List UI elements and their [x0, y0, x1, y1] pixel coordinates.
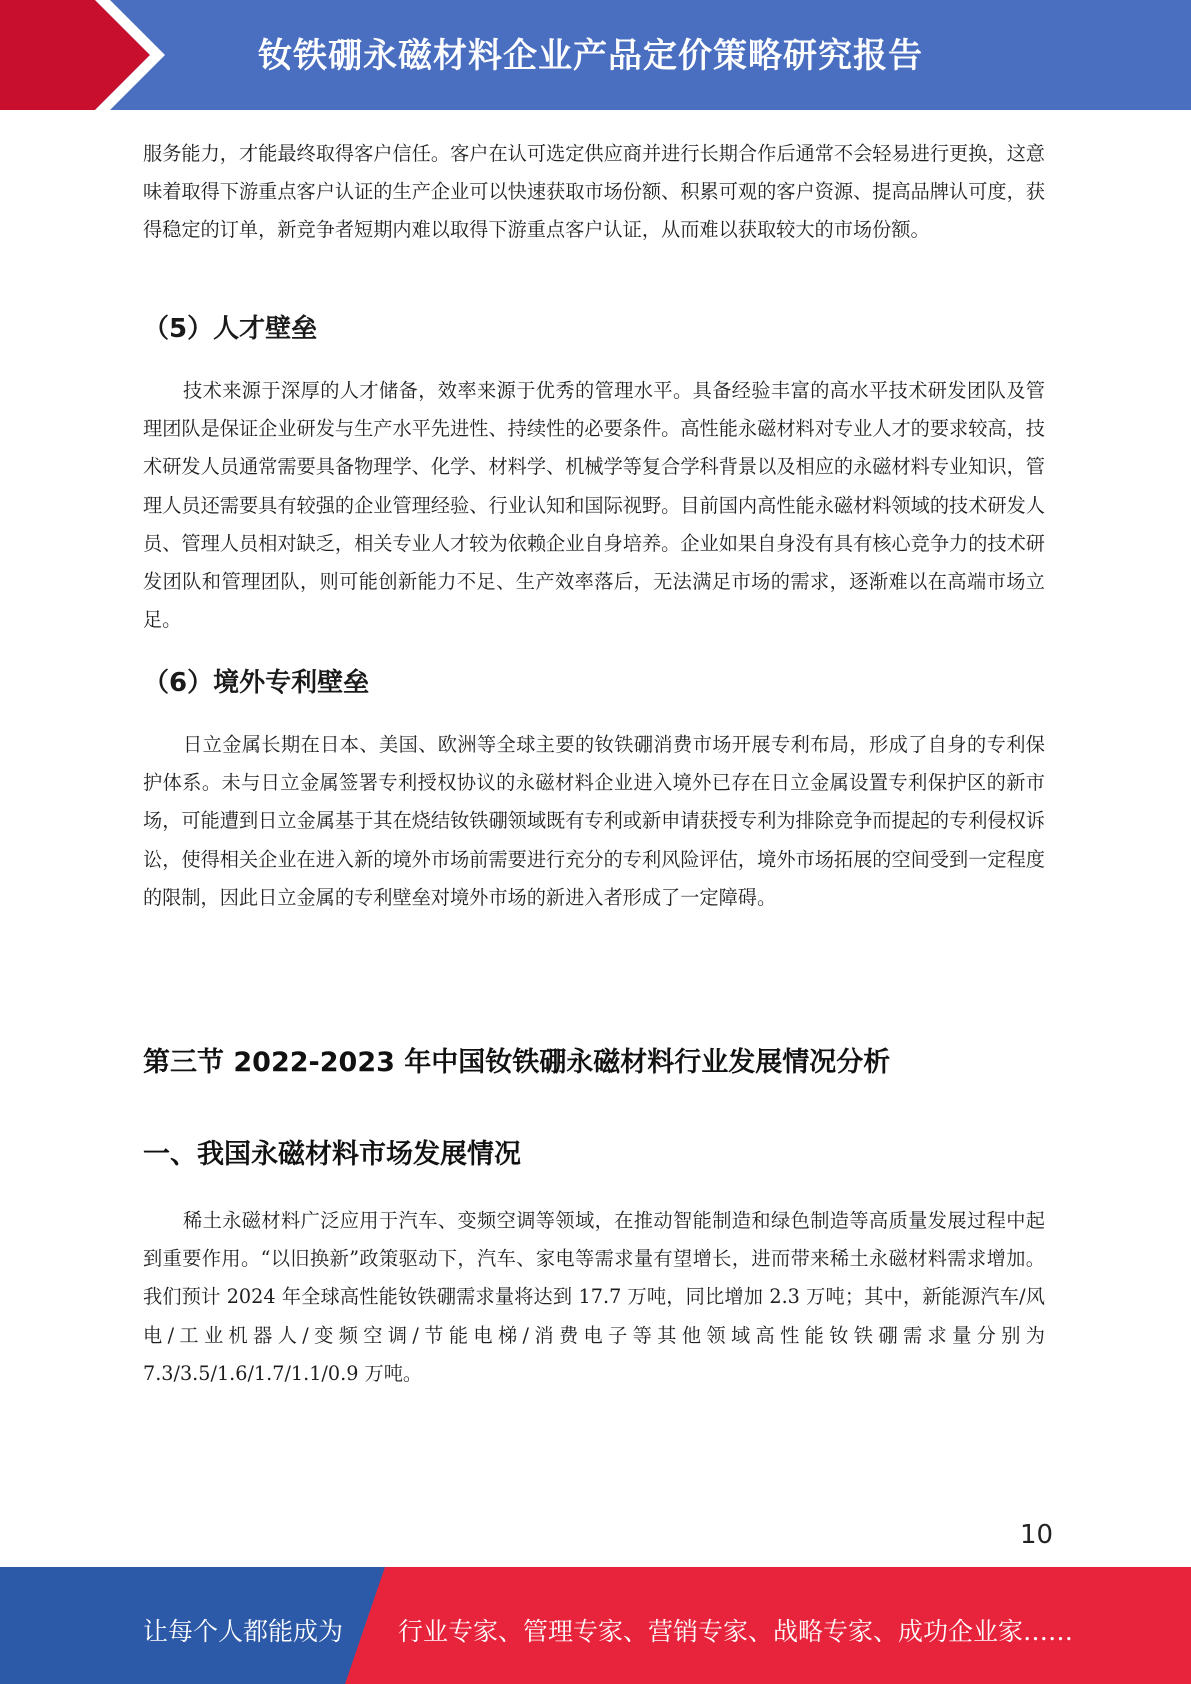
page-footer: [0, 1567, 1191, 1684]
heading-patent-barrier: （6）境外专利壁垒: [143, 668, 370, 698]
header-red-arrow: [0, 0, 150, 110]
paragraph-market-development: 稀土永磁材料广泛应用于汽车、变频空调等领域，在推动智能制造和绿色制造等高质量发展过程中起到重要作用。“以旧换新”政策驱动下，汽车、家电等需求量有望增长，进而带来稀土永磁材料需求增加。我们预计 2024 年全球高性能钕铁硼需求量将达到 17.7 万吨，同比增加 2.3 万吨；其中，新能源汽车/风电/工业机器人/变频空调/节能电梯/消费电子等其他领域高性能钕铁硼需求量分别为 7.3/3.5/1.6/1.7/1.1/0.9 万吨。: [143, 1209, 1045, 1385]
footer-slogan-left: 让每个人都能成为: [143, 1617, 344, 1646]
subsection-title: 一、我国永磁材料市场发展情况: [143, 1139, 521, 1170]
paragraph-customer-barrier: 服务能力，才能最终取得客户信任。客户在认可选定供应商并进行长期合作后通常不会轻易进行更换，这意味着取得下游重点客户认证的生产企业可以快速获取市场份额、积累可观的客户资源、提高品牌认可度，获得稳定的订单，新竞争者短期内难以取得下游重点客户认证，从而难以获取较大的市场份额。: [143, 142, 1045, 242]
page-header: [0, 0, 1191, 110]
page-number: 10: [1020, 1520, 1054, 1550]
section-title: 第三节 2022-2023 年中国钕铁硼永磁材料行业发展情况分析: [143, 1047, 891, 1078]
footer-slogan-right: 行业专家、管理专家、营销专家、战略专家、成功企业家……: [398, 1617, 1074, 1646]
paragraph-talent-barrier: 技术来源于深厚的人才储备，效率来源于优秀的管理水平。具备经验丰富的高水平技术研发团队及管理团队是保证企业研发与生产水平先进性、持续性的必要条件。高性能永磁材料对专业人才的要求较高，技术研发人员通常需要具备物理学、化学、材料学、机械学等复合学科背景以及相应的永磁材料专业知识，管理人员还需要具有较强的企业管理经验、行业认知和国际视野。目前国内高性能永磁材料领域的技术研发人员、管理人员相对缺乏，相关专业人才较为依赖企业自身培养。企业如果自身没有具有核心竞争力的技术研发团队和管理团队，则可能创新能力不足、生产效率落后，无法满足市场的需求，逐渐难以在高端市场立足。: [143, 379, 1045, 632]
heading-talent-barrier: （5）人才壁垒: [143, 314, 318, 344]
paragraph-patent-barrier: 日立金属长期在日本、美国、欧洲等全球主要的钕铁硼消费市场开展专利布局，形成了自身的专利保护体系。未与日立金属签署专利授权协议的永磁材料企业进入境外已存在日立金属设置专利保护区的新市场，可能遭到日立金属基于其在烧结钕铁硼领域既有专利或新申请获授专利为排除竞争而提起的专利侵权诉讼，使得相关企业在进入新的境外市场前需要进行充分的专利风险评估，境外市场拓展的空间受到一定程度的限制，因此日立金属的专利壁垒对境外市场的新进入者形成了一定障碍。: [143, 733, 1045, 909]
document-title: 钕铁硼永磁材料企业产品定价策略研究报告: [258, 36, 923, 76]
